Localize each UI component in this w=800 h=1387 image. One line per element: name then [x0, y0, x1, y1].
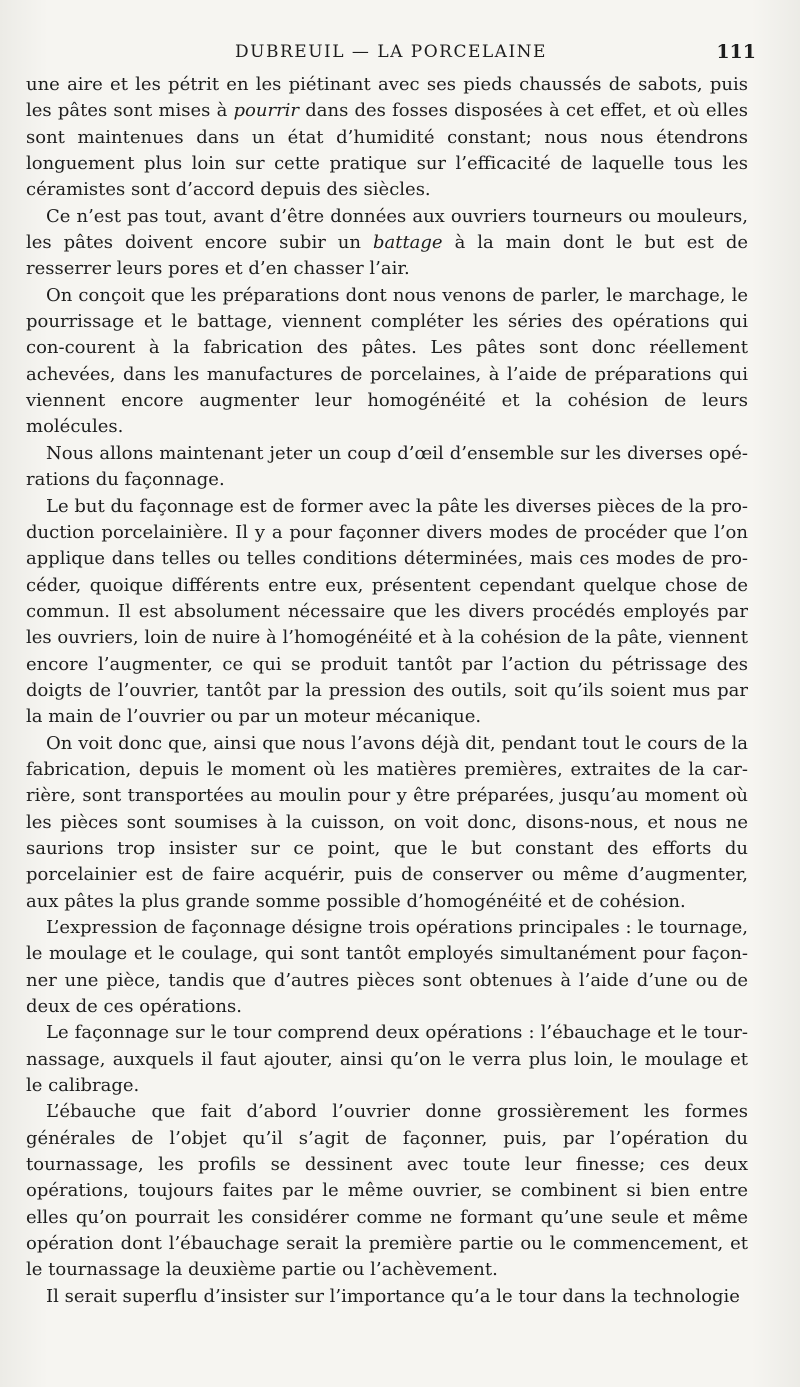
paragraph-text: Le but du façonnage est de former avec la pâte les diverses pièces de la pro-duction porcelainière. Il y a pour façonner divers modes de procéder que l’on applique dans telles ou telles conditions déterminées, mais ces modes de pro-céder, quoique différents entre eux, présentent cependant quelque chose de commun. Il est absolument nécessaire que les divers procédés employés par les ouvriers, loin de nuire à l’homogénéité et à la cohésion de la pâte, viennent encore l’augmenter, ce qui se produit tantôt par l’action du pétrissage des doigts de l’ouvrier, tantôt par la pression des outils, soit qu’ils soient mus par la main de l’ouvrier ou par un moteur mécanique.	[26, 495, 748, 728]
paragraph-text: à la main dont le but est de resserrer leurs pores et d’en chasser l’air.	[26, 232, 748, 280]
paragraph-text: Nous allons maintenant jeter un coup d’œil d’ensemble sur les diverses opé-rations du façonnage.	[26, 442, 748, 491]
paragraph	[26, 72, 748, 204]
paragraph-text: On conçoit que les préparations dont nous venons de parler, le marchage, le pourrissage et le battage, viennent compléter les séries des opérations qui con-courent à la fabrication des pâtes. Les pâtes sont donc réellement achevées, dans les manufactures de porcelaines, à l’aide de préparations qui viennent encore augmenter leur homogénéité et la cohésion de leurs molécules.	[26, 284, 748, 438]
paragraph-text: On voit donc que, ainsi que nous l’avons déjà dit, pendant tout le cours de la fabrication, depuis le moment où les matières premières, extraites de la car-rière, sont transportées au moulin pour y être préparées, jusqu’au moment où les pièces sont soumises à la cuisson, on voit donc, disons-nous, et nous ne saurions trop insister sur ce point, que le but constant des efforts du porcelainier est de faire acquérir, puis de conserver ou même d’augmenter, aux pâtes la plus grande somme possible d’homogénéité et de cohésion.	[26, 732, 748, 912]
paragraph	[26, 915, 748, 1020]
paragraph-text: Ce n’est pas tout, avant d’être données aux ouvriers tourneurs ou mouleurs, les pâtes doivent encore subir un	[26, 205, 748, 254]
paragraph	[26, 204, 748, 283]
italic-term: battage	[372, 232, 443, 254]
italic-term: pourrir	[233, 100, 300, 122]
paragraph-text: dans des fosses disposées à cet effet, et où elles sont maintenues dans un état d’humidité constant; nous nous étendrons longuement plus loin sur cette pratique sur l’efficacité de laquelle tous les céramistes sont d’accord depuis des siècles.	[26, 100, 748, 201]
paragraph	[26, 283, 748, 441]
paragraph	[26, 494, 748, 731]
page-number: 111	[716, 41, 756, 63]
paragraph-text: L’expression de façonnage désigne trois opérations principales : le tournage, le moulage et le coulage, qui sont tantôt employés simultanément pour façon-ner une pièce, tandis que d’autres pièces sont obtenues à l’aide d’une ou de deux de ces opérations.	[26, 917, 748, 1018]
paragraph-text: Il serait superflu d’insister sur l’importance qu’a le tour dans la technologie	[46, 1285, 740, 1307]
paragraph	[26, 731, 748, 915]
paragraph-text: L’ébauche que fait d’abord l’ouvrier donne grossièrement les formes générales de l’objet qu’il s’agit de façonner, puis, par l’opération du tournassage, les profils se dessinent avec toute leur finesse; ces deux opérations, toujours faites par le même ouvrier, se combinent si bien entre elles qu’on pourrait les considérer comme ne formant qu’une seule et même opération dont l’ébauchage serait la première partie ou le commencement, et le tournassage la deuxième partie ou l’achèvement.	[26, 1101, 748, 1281]
running-title: DUBREUIL — LA PORCELAINE	[235, 42, 547, 62]
paragraph	[26, 441, 748, 494]
paragraph	[26, 1020, 748, 1099]
paragraph-text: une aire et les pétrit en les piétinant avec ses pieds chaussés de sabots, puis les pâtes sont mises à	[26, 74, 748, 122]
body-text	[26, 72, 748, 1310]
paragraph	[26, 1284, 748, 1310]
running-head	[26, 40, 756, 64]
paragraph-text: Le façonnage sur le tour comprend deux opérations : l’ébauchage et le tour-nassage, auxquels il faut ajouter, ainsi qu’on le verra plus loin, le moulage et le calibrage.	[26, 1022, 748, 1097]
paragraph	[26, 1099, 748, 1283]
